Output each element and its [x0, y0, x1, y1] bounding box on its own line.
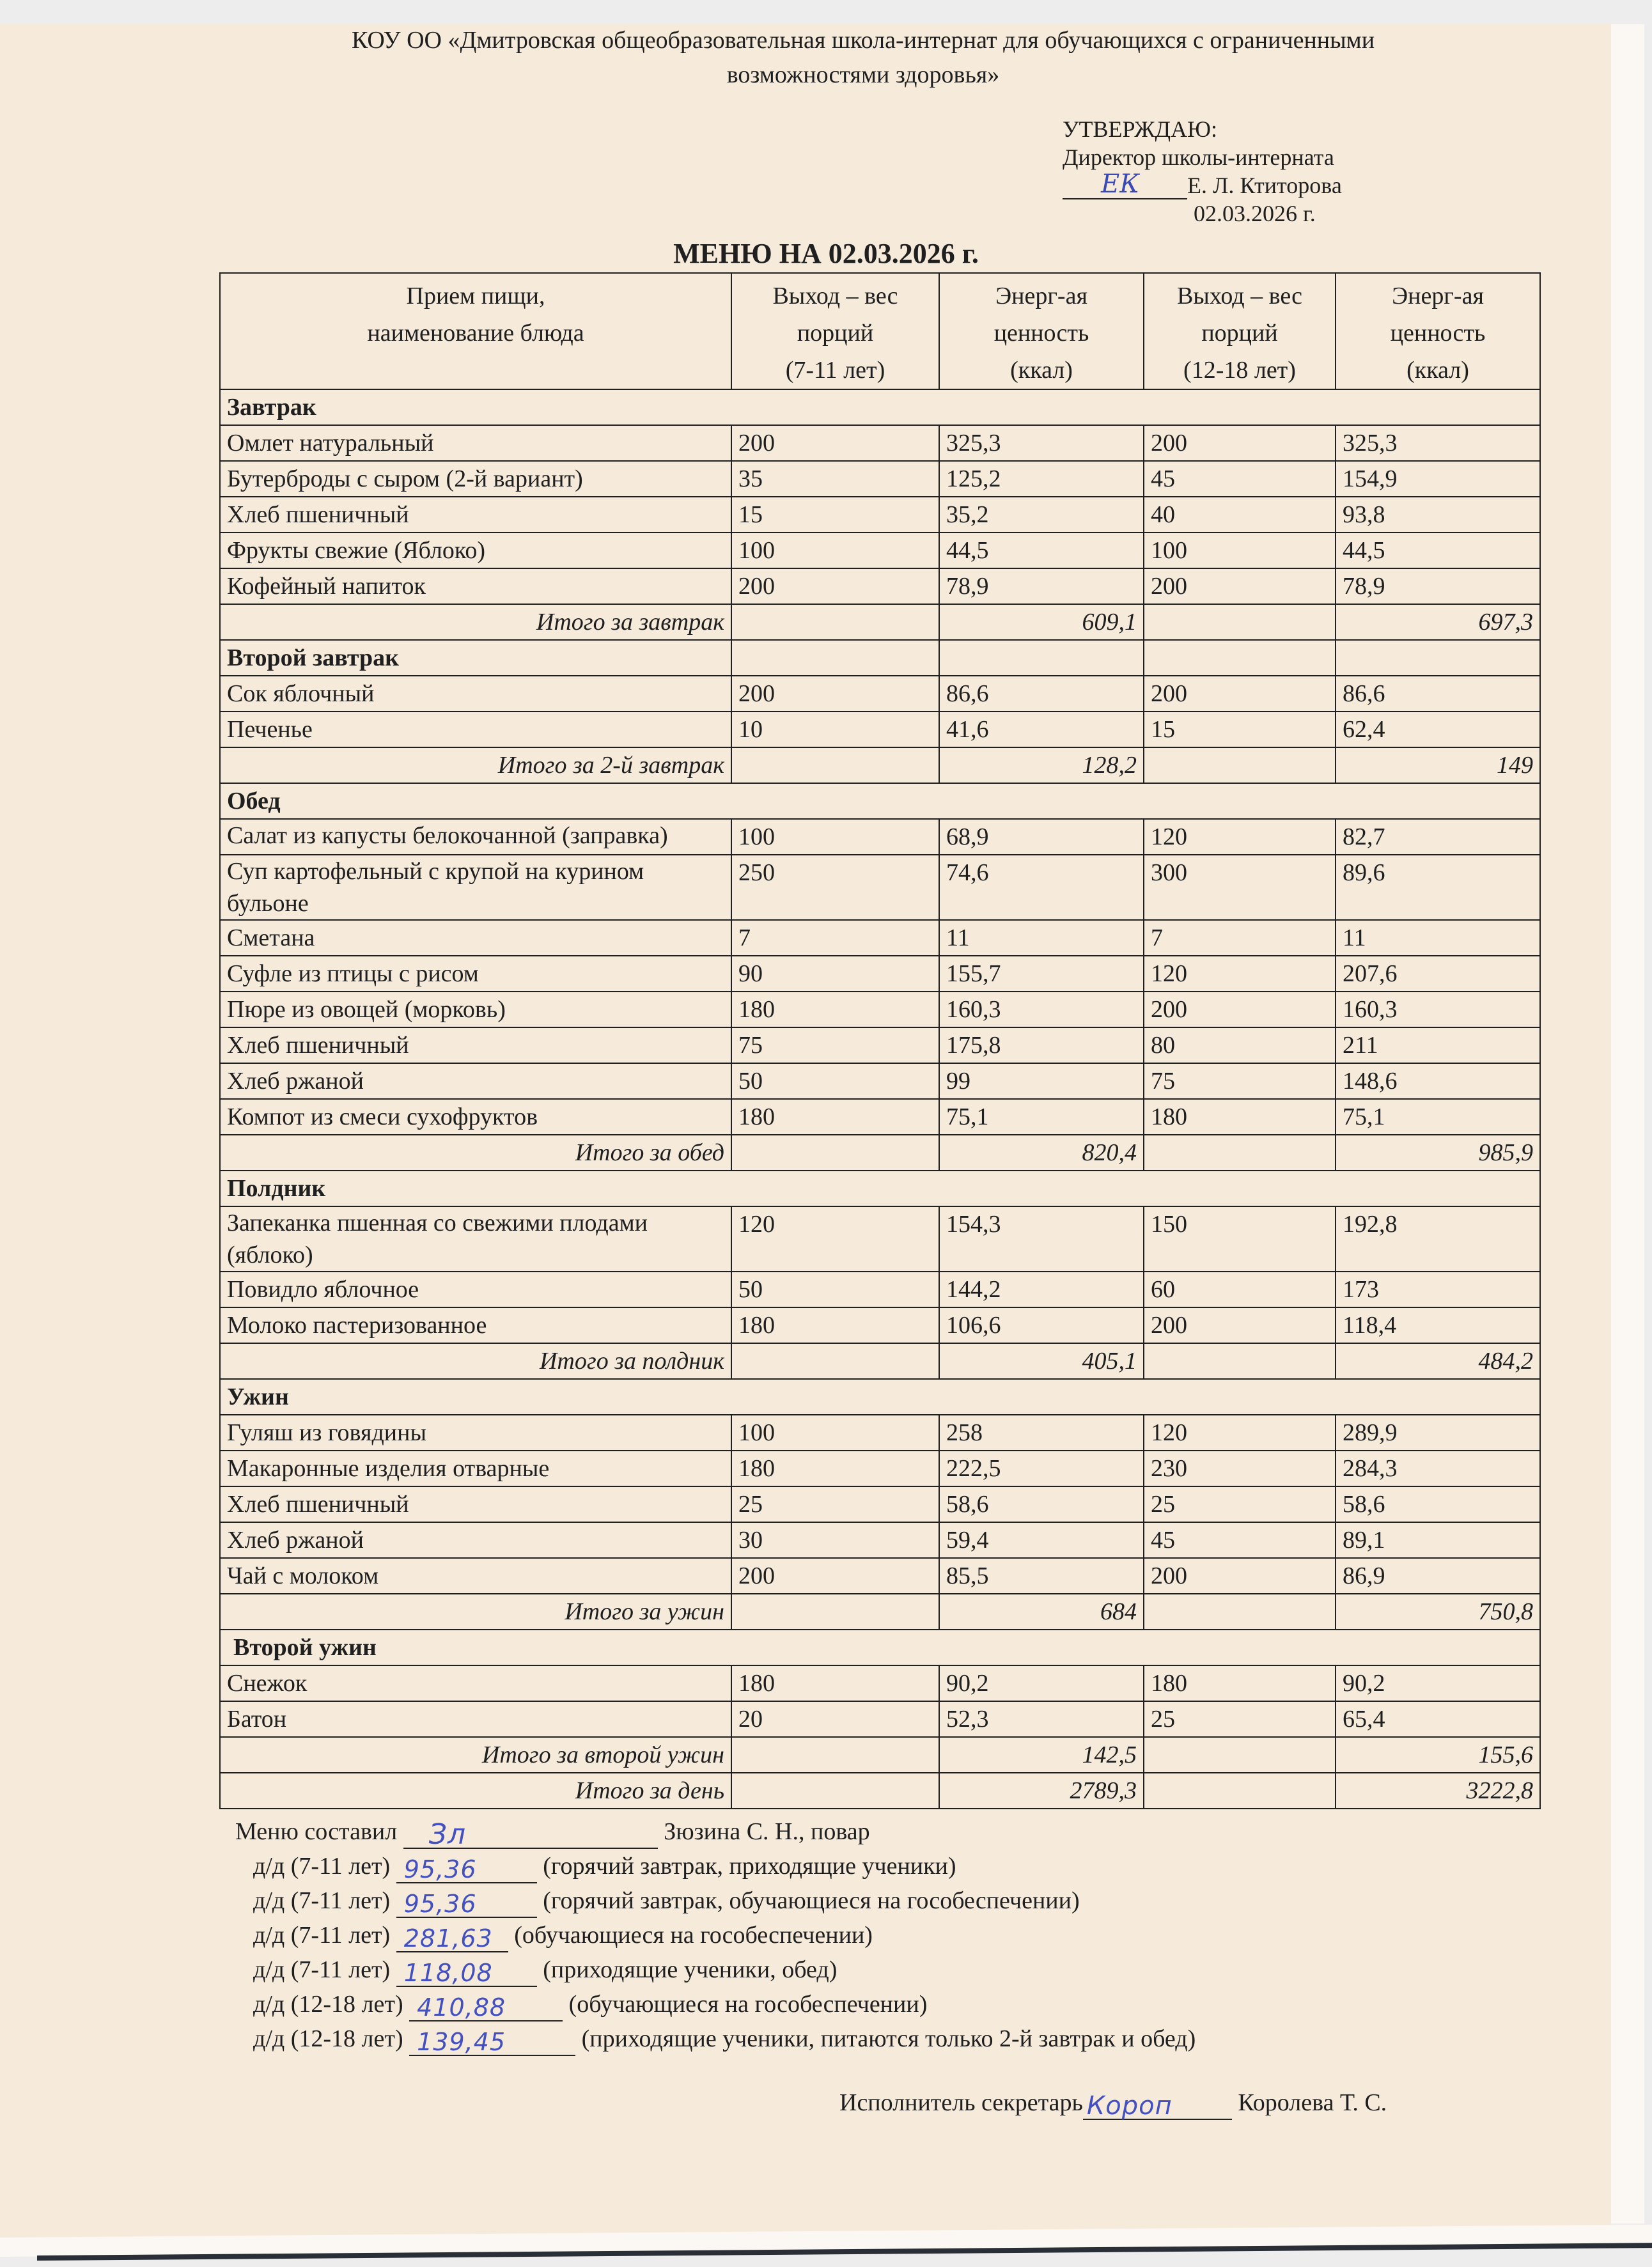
empty-cell — [731, 1773, 939, 1809]
composed-signature-line — [403, 1819, 658, 1849]
cost-value: 281,63 — [403, 1924, 493, 1952]
kcal-12-18: 89,6 — [1336, 855, 1540, 920]
weight-7-11: 75 — [731, 1027, 939, 1063]
subtotal-kcal-7-11: 684 — [939, 1594, 1144, 1630]
kcal-12-18: 89,1 — [1336, 1522, 1540, 1558]
weight-7-11: 35 — [731, 461, 939, 497]
executor-signature: Короп — [1086, 2091, 1173, 2121]
subtotal-row — [220, 1135, 1540, 1171]
subtotal-label: Итого за обед — [220, 1135, 731, 1171]
cost-value: 95,36 — [403, 1855, 477, 1883]
kcal-12-18: 82,7 — [1336, 819, 1540, 855]
kcal-12-18: 173 — [1336, 1272, 1540, 1307]
subtotal-row — [220, 604, 1540, 640]
kcal-7-11: 325,3 — [939, 425, 1144, 461]
empty-cell — [731, 1343, 939, 1379]
kcal-7-11: 44,5 — [939, 533, 1144, 568]
cost-value-line — [396, 1958, 537, 1987]
section-title: Второй завтрак — [220, 640, 731, 676]
cost-row — [235, 2022, 1196, 2056]
kcal-7-11: 99 — [939, 1063, 1144, 1099]
kcal-7-11: 86,6 — [939, 676, 1144, 712]
dish-name: Хлеб пшеничный — [220, 497, 731, 533]
weight-12-18: 180 — [1144, 1665, 1336, 1701]
weight-12-18: 60 — [1144, 1272, 1336, 1307]
organization-line-2: возможностями здоровья» — [726, 61, 1000, 88]
weight-7-11: 250 — [731, 855, 939, 920]
cost-row — [235, 1849, 1196, 1883]
header-text: порций — [1201, 320, 1278, 347]
section-header-row — [220, 783, 1540, 819]
subtotal-kcal-7-11: 142,5 — [939, 1737, 1144, 1773]
weight-12-18: 200 — [1144, 676, 1336, 712]
kcal-7-11: 11 — [939, 920, 1144, 956]
kcal-7-11: 155,7 — [939, 956, 1144, 992]
weight-7-11: 200 — [731, 676, 939, 712]
kcal-12-18: 65,4 — [1336, 1701, 1540, 1737]
cost-note: (горячий завтрак, приходящие ученики) — [543, 1853, 956, 1880]
section-title: Ужин — [220, 1379, 1540, 1415]
weight-12-18: 45 — [1144, 1522, 1336, 1558]
kcal-7-11: 144,2 — [939, 1272, 1144, 1307]
subtotal-label: Итого за завтрак — [220, 604, 731, 640]
weight-12-18: 300 — [1144, 855, 1336, 920]
subtotal-row — [220, 1737, 1540, 1773]
kcal-12-18: 325,3 — [1336, 425, 1540, 461]
section-header-row — [220, 389, 1540, 425]
empty-cell — [731, 1594, 939, 1630]
scan-edge — [1611, 24, 1644, 2224]
header-weight-12-18 — [1144, 273, 1336, 389]
cost-row — [235, 1883, 1196, 1918]
cost-value: 410,88 — [417, 1993, 506, 2022]
dish-name: Салат из капусты белокочанной (заправка) — [220, 819, 731, 855]
dish-name: Хлеб ржаной — [220, 1063, 731, 1099]
dish-name: Печенье — [220, 712, 731, 747]
kcal-7-11: 222,5 — [939, 1451, 1144, 1486]
table-row — [220, 1486, 1540, 1522]
weight-7-11: 25 — [731, 1486, 939, 1522]
cost-value-line — [396, 1854, 537, 1883]
empty-cell — [1144, 1737, 1336, 1773]
cost-note: (приходящие ученики, питаются только 2-й завтрак и обед) — [581, 2025, 1196, 2052]
dish-name: Кофейный напиток — [220, 568, 731, 604]
kcal-12-18: 289,9 — [1336, 1415, 1540, 1451]
kcal-12-18: 78,9 — [1336, 568, 1540, 604]
weight-7-11: 180 — [731, 1665, 939, 1701]
table-row — [220, 676, 1540, 712]
dish-name: Хлеб пшеничный — [220, 1027, 731, 1063]
header-text: Прием пищи, — [406, 283, 545, 309]
header-weight-7-11 — [731, 273, 939, 389]
dish-name: Пюре из овощей (морковь) — [220, 992, 731, 1027]
subtotal-label: Итого за полдник — [220, 1343, 731, 1379]
kcal-7-11: 68,9 — [939, 819, 1144, 855]
header-text: ценность — [994, 320, 1089, 347]
weight-12-18: 200 — [1144, 1558, 1336, 1594]
kcal-12-18: 86,6 — [1336, 676, 1540, 712]
kcal-7-11: 175,8 — [939, 1027, 1144, 1063]
cost-value: 139,45 — [417, 2028, 506, 2056]
header-text: Выход – вес — [772, 283, 898, 309]
weight-7-11: 30 — [731, 1522, 939, 1558]
header-dish — [220, 273, 731, 389]
subtotal-label: Итого за ужин — [220, 1594, 731, 1630]
header-text: ценность — [1390, 320, 1486, 347]
section-title: Обед — [220, 783, 1540, 819]
header-text: порций — [797, 320, 874, 347]
weight-7-11: 120 — [731, 1206, 939, 1272]
weight-7-11: 180 — [731, 1451, 939, 1486]
empty-cell — [1144, 640, 1336, 676]
header-text: (12-18 лет) — [1183, 357, 1296, 384]
kcal-7-11: 125,2 — [939, 461, 1144, 497]
weight-12-18: 120 — [1144, 956, 1336, 992]
table-row — [220, 1027, 1540, 1063]
kcal-12-18: 86,9 — [1336, 1558, 1540, 1594]
dish-name: Фрукты свежие (Яблоко) — [220, 533, 731, 568]
cost-label: д/д (7-11 лет) — [253, 1922, 391, 1949]
section-header-row — [220, 1171, 1540, 1206]
composed-by-row — [235, 1814, 1196, 1849]
table-row — [220, 1522, 1540, 1558]
weight-12-18: 200 — [1144, 425, 1336, 461]
cost-note: (приходящие ученики, обед) — [543, 1956, 838, 1983]
kcal-7-11: 35,2 — [939, 497, 1144, 533]
organization-header — [192, 23, 1534, 92]
empty-cell — [1144, 1135, 1336, 1171]
executor-signature-line — [1083, 2091, 1232, 2120]
cost-row — [235, 1952, 1196, 1987]
table-row — [220, 1099, 1540, 1135]
empty-cell — [731, 1135, 939, 1171]
table-row — [220, 819, 1540, 855]
table-row — [220, 1272, 1540, 1307]
weight-12-18: 230 — [1144, 1451, 1336, 1486]
header-kcal-12-18 — [1336, 273, 1540, 389]
table-row — [220, 568, 1540, 604]
table-row — [220, 855, 1540, 920]
subtotal-row — [220, 1594, 1540, 1630]
weight-7-11: 20 — [731, 1701, 939, 1737]
table-row — [220, 1665, 1540, 1701]
weight-12-18: 180 — [1144, 1099, 1336, 1135]
header-text: (7-11 лет) — [785, 357, 885, 384]
dish-name: Суфле из птицы с рисом — [220, 956, 731, 992]
cost-rows — [235, 1849, 1196, 2056]
day-total-label: Итого за день — [220, 1773, 731, 1809]
table-row — [220, 1558, 1540, 1594]
approval-position: Директор школы-интерната — [1063, 144, 1334, 170]
subtotal-kcal-7-11: 128,2 — [939, 747, 1144, 783]
weight-12-18: 25 — [1144, 1486, 1336, 1522]
weight-12-18: 45 — [1144, 461, 1336, 497]
cost-value-line — [396, 1923, 508, 1952]
approval-date: 02.03.2026 г. — [1194, 201, 1316, 226]
kcal-12-18: 90,2 — [1336, 1665, 1540, 1701]
section-header-row — [220, 1630, 1540, 1665]
kcal-7-11: 258 — [939, 1415, 1144, 1451]
section-title: Завтрак — [220, 389, 1540, 425]
weight-12-18: 150 — [1144, 1206, 1336, 1272]
dish-name: Гуляш из говядины — [220, 1415, 731, 1451]
subtotal-label: Итого за второй ужин — [220, 1737, 731, 1773]
kcal-7-11: 160,3 — [939, 992, 1144, 1027]
cost-label: д/д (7-11 лет) — [253, 1853, 391, 1880]
cost-note: (горячий завтрак, обучающиеся на гособеспечении) — [543, 1887, 1080, 1914]
subtotal-kcal-12-18: 697,3 — [1336, 604, 1540, 640]
cost-value-line — [409, 1992, 563, 2022]
kcal-7-11: 59,4 — [939, 1522, 1144, 1558]
weight-7-11: 200 — [731, 425, 939, 461]
empty-cell — [1144, 604, 1336, 640]
table-row — [220, 461, 1540, 497]
dish-name: Молоко пастеризованное — [220, 1307, 731, 1343]
empty-cell — [731, 604, 939, 640]
kcal-7-11: 78,9 — [939, 568, 1144, 604]
table-header-row — [220, 273, 1540, 389]
header-kcal-7-11 — [939, 273, 1144, 389]
approval-block — [1063, 115, 1342, 228]
weight-12-18: 200 — [1144, 568, 1336, 604]
kcal-7-11: 106,6 — [939, 1307, 1144, 1343]
menu-title: МЕНЮ НА 02.03.2026 г. — [673, 238, 979, 269]
kcal-12-18: 154,9 — [1336, 461, 1540, 497]
table-row — [220, 1063, 1540, 1099]
day-total-kcal-7-11: 2789,3 — [939, 1773, 1144, 1809]
table-row — [220, 497, 1540, 533]
weight-7-11: 200 — [731, 568, 939, 604]
director-name: Е. Л. Ктиторова — [1187, 173, 1342, 198]
empty-cell — [939, 640, 1144, 676]
weight-12-18: 80 — [1144, 1027, 1336, 1063]
dish-name: Суп картофельный с крупой на курином бульоне — [220, 855, 731, 920]
header-text: Выход – вес — [1176, 283, 1303, 309]
dish-name: Сметана — [220, 920, 731, 956]
weight-12-18: 75 — [1144, 1063, 1336, 1099]
weight-12-18: 15 — [1144, 712, 1336, 747]
weight-7-11: 200 — [731, 1558, 939, 1594]
table-row — [220, 1415, 1540, 1451]
weight-7-11: 180 — [731, 1099, 939, 1135]
header-text: наименование блюда — [367, 320, 584, 347]
section-title: Второй ужин — [220, 1630, 1540, 1665]
table-row — [220, 992, 1540, 1027]
cost-label: д/д (7-11 лет) — [253, 1887, 391, 1914]
dish-name: Омлет натуральный — [220, 425, 731, 461]
weight-7-11: 10 — [731, 712, 939, 747]
menu-table — [219, 272, 1541, 1809]
executor-name: Королева Т. С. — [1238, 2089, 1387, 2116]
cost-note: (обучающиеся на гособеспечении) — [514, 1922, 873, 1949]
subtotal-kcal-12-18: 985,9 — [1336, 1135, 1540, 1171]
table-row — [220, 1307, 1540, 1343]
dish-name: Чай с молоком — [220, 1558, 731, 1594]
menu-table-body — [220, 389, 1540, 1809]
dish-name: Повидло яблочное — [220, 1272, 731, 1307]
cost-label: д/д (12-18 лет) — [253, 1991, 403, 2018]
weight-12-18: 200 — [1144, 1307, 1336, 1343]
organization-line-1: КОУ ОО «Дмитровская общеобразовательная школа-интернат для обучающихся с ограниченными — [351, 27, 1375, 54]
weight-7-11: 180 — [731, 992, 939, 1027]
subtotal-row — [220, 747, 1540, 783]
table-row — [220, 425, 1540, 461]
kcal-7-11: 90,2 — [939, 1665, 1144, 1701]
cost-row — [235, 1918, 1196, 1952]
dish-name: Макаронные изделия отварные — [220, 1451, 731, 1486]
table-row — [220, 920, 1540, 956]
header-text: (ккал) — [1407, 357, 1469, 384]
director-signature-line — [1063, 169, 1187, 199]
kcal-12-18: 75,1 — [1336, 1099, 1540, 1135]
header-text: Энерг-ая — [1392, 283, 1484, 309]
empty-cell — [731, 747, 939, 783]
kcal-7-11: 52,3 — [939, 1701, 1144, 1737]
dish-name: Запеканка пшенная со свежими плодами (яблоко) — [220, 1206, 731, 1272]
kcal-12-18: 192,8 — [1336, 1206, 1540, 1272]
subtotal-kcal-7-11: 405,1 — [939, 1343, 1144, 1379]
empty-cell — [731, 1737, 939, 1773]
kcal-7-11: 75,1 — [939, 1099, 1144, 1135]
kcal-7-11: 154,3 — [939, 1206, 1144, 1272]
composed-name: Зюзина С. Н., повар — [664, 1818, 870, 1845]
table-row — [220, 1701, 1540, 1737]
composed-signature: Зл — [428, 1818, 467, 1851]
weight-12-18: 40 — [1144, 497, 1336, 533]
dish-name: Бутерброды с сыром (2-й вариант) — [220, 461, 731, 497]
executor-label: Исполнитель секретарь — [839, 2089, 1083, 2116]
weight-7-11: 7 — [731, 920, 939, 956]
kcal-12-18: 160,3 — [1336, 992, 1540, 1027]
section-header-row — [220, 1379, 1540, 1415]
cost-label: д/д (7-11 лет) — [253, 1956, 391, 1983]
weight-7-11: 50 — [731, 1272, 939, 1307]
cost-value: 95,36 — [403, 1890, 477, 1918]
cost-note: (обучающиеся на гособеспечении) — [568, 1991, 928, 2018]
kcal-12-18: 44,5 — [1336, 533, 1540, 568]
weight-7-11: 50 — [731, 1063, 939, 1099]
header-text: Энерг-ая — [995, 283, 1087, 309]
table-row — [220, 533, 1540, 568]
composed-label: Меню составил — [235, 1818, 398, 1845]
empty-cell — [1336, 640, 1540, 676]
day-total-row — [220, 1773, 1540, 1809]
kcal-7-11: 58,6 — [939, 1486, 1144, 1522]
weight-7-11: 180 — [731, 1307, 939, 1343]
empty-cell — [731, 640, 939, 676]
kcal-7-11: 74,6 — [939, 855, 1144, 920]
weight-7-11: 100 — [731, 1415, 939, 1451]
director-signature: ЕК — [1101, 169, 1140, 199]
table-row — [220, 1451, 1540, 1486]
section-title: Полдник — [220, 1171, 1540, 1206]
weight-12-18: 100 — [1144, 533, 1336, 568]
section-header-row — [220, 640, 1540, 676]
empty-cell — [1144, 1773, 1336, 1809]
empty-cell — [1144, 1343, 1336, 1379]
cost-label: д/д (12-18 лет) — [253, 2025, 403, 2052]
weight-7-11: 15 — [731, 497, 939, 533]
weight-12-18: 25 — [1144, 1701, 1336, 1737]
weight-12-18: 120 — [1144, 819, 1336, 855]
subtotal-kcal-12-18: 484,2 — [1336, 1343, 1540, 1379]
weight-12-18: 7 — [1144, 920, 1336, 956]
kcal-7-11: 41,6 — [939, 712, 1144, 747]
empty-cell — [1144, 1594, 1336, 1630]
kcal-12-18: 93,8 — [1336, 497, 1540, 533]
table-row — [220, 956, 1540, 992]
table-row — [220, 1206, 1540, 1272]
subtotal-row — [220, 1343, 1540, 1379]
approval-signature-row — [1063, 171, 1342, 199]
day-total-kcal-12-18: 3222,8 — [1336, 1773, 1540, 1809]
table-row — [220, 712, 1540, 747]
subtotal-kcal-7-11: 609,1 — [939, 604, 1144, 640]
footer-block — [235, 1814, 1196, 2056]
weight-7-11: 90 — [731, 956, 939, 992]
weight-12-18: 120 — [1144, 1415, 1336, 1451]
kcal-12-18: 62,4 — [1336, 712, 1540, 747]
kcal-12-18: 148,6 — [1336, 1063, 1540, 1099]
subtotal-kcal-12-18: 155,6 — [1336, 1737, 1540, 1773]
approval-label: УТВЕРЖДАЮ: — [1063, 116, 1218, 142]
weight-12-18: 200 — [1144, 992, 1336, 1027]
cost-value: 118,08 — [403, 1959, 493, 1987]
kcal-7-11: 85,5 — [939, 1558, 1144, 1594]
kcal-12-18: 284,3 — [1336, 1451, 1540, 1486]
kcal-12-18: 118,4 — [1336, 1307, 1540, 1343]
subtotal-label: Итого за 2-й завтрак — [220, 747, 731, 783]
dish-name: Хлеб пшеничный — [220, 1486, 731, 1522]
subtotal-kcal-12-18: 750,8 — [1336, 1594, 1540, 1630]
weight-7-11: 100 — [731, 819, 939, 855]
dish-name: Хлеб ржаной — [220, 1522, 731, 1558]
dish-name: Снежок — [220, 1665, 731, 1701]
cost-value-line — [409, 2027, 575, 2056]
kcal-12-18: 11 — [1336, 920, 1540, 956]
kcal-12-18: 211 — [1336, 1027, 1540, 1063]
subtotal-kcal-12-18: 149 — [1336, 747, 1540, 783]
dish-name: Сок яблочный — [220, 676, 731, 712]
kcal-12-18: 58,6 — [1336, 1486, 1540, 1522]
executor-row — [839, 2085, 1387, 2120]
kcal-12-18: 207,6 — [1336, 956, 1540, 992]
header-text: (ккал) — [1010, 357, 1073, 384]
cost-row — [235, 1987, 1196, 2022]
cost-value-line — [396, 1889, 537, 1918]
empty-cell — [1144, 747, 1336, 783]
subtotal-kcal-7-11: 820,4 — [939, 1135, 1144, 1171]
dish-name: Компот из смеси сухофруктов — [220, 1099, 731, 1135]
dish-name: Батон — [220, 1701, 731, 1737]
weight-7-11: 100 — [731, 533, 939, 568]
